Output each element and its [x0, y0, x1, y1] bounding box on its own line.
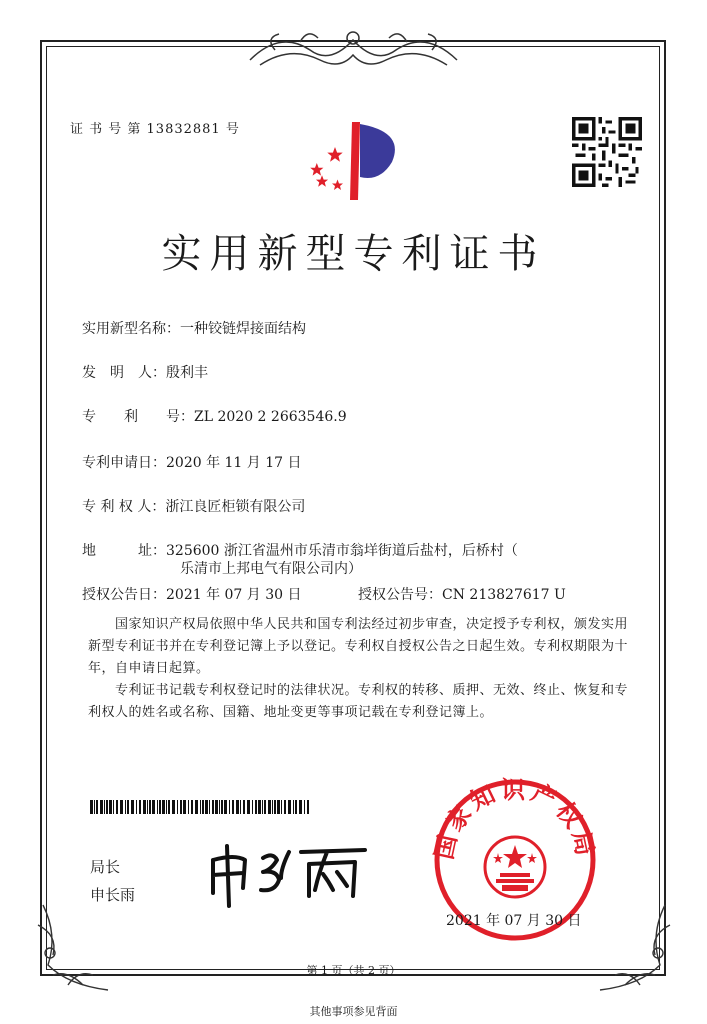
- barcode-bar: [205, 800, 208, 814]
- barcode-bar: [200, 800, 201, 814]
- barcode-bar: [255, 800, 257, 814]
- barcode-bar: [162, 800, 165, 814]
- barcode-bar: [215, 800, 218, 814]
- barcode-bar: [243, 800, 245, 814]
- signatory-title: 局长: [90, 858, 121, 876]
- patent-no-label: 专 利 号：: [82, 409, 194, 425]
- barcode-bar: [224, 800, 227, 814]
- filing-date-label: 专利申请日：: [82, 455, 166, 471]
- barcode-bar: [177, 800, 178, 814]
- barcode-bar: [120, 800, 123, 814]
- seal-text: 国家知识产权局: [430, 775, 600, 862]
- barcode-bar: [304, 800, 305, 814]
- barcode-bar: [172, 800, 175, 814]
- certificate-number: 证 书 号 第 13832881 号: [70, 122, 240, 137]
- inventor-row: [82, 362, 208, 382]
- barcode-bar: [221, 800, 223, 814]
- barcode-bar: [157, 800, 158, 814]
- signatory-name: 申长雨: [90, 886, 136, 904]
- barcode-bar: [240, 800, 241, 814]
- barcode-bar: [106, 800, 108, 814]
- barcode-bar: [149, 800, 151, 814]
- barcode-bar: [113, 800, 114, 814]
- barcode-bar: [147, 800, 148, 814]
- grant-date-value: 2021 年 07 月 30 日: [166, 587, 302, 603]
- grant-no-label: 授权公告号：: [358, 587, 442, 603]
- barcode-bar: [268, 800, 271, 814]
- barcode-bar: [229, 800, 230, 814]
- barcode-bar: [183, 800, 186, 814]
- barcode-bar: [125, 800, 126, 814]
- inventor-label: 发 明 人：: [82, 365, 166, 381]
- barcode-bar: [252, 800, 253, 814]
- body-paragraph-1: 国家知识产权局依照中华人民共和国专利法经过初步审查，决定授予专利权，颁发实用新型专利证书并在专利登记簿上予以登记。专利权自授权公告之日起生效。专利权期限为十年，自申请日起算。: [88, 617, 629, 676]
- barcode-bar: [104, 800, 105, 814]
- grant-no-value: CN 213827617 U: [442, 587, 566, 603]
- patentee-value: 浙江良匠柜锁有限公司: [165, 499, 306, 515]
- barcode-bar: [284, 800, 286, 814]
- barcode-bar: [288, 800, 291, 814]
- address-line-1: 325600 浙江省温州市乐清市翁垟街道后盐村，后桥村（: [166, 543, 518, 559]
- utility-name-value: 一种铰链焊接面结构: [180, 321, 306, 337]
- barcode-bar: [94, 800, 95, 814]
- barcode-bar: [264, 800, 266, 814]
- utility-name-label: 实用新型名称：: [82, 321, 180, 337]
- barcode-bar: [116, 800, 118, 814]
- address-line-2: 乐清市上邦电气有限公司内）: [180, 561, 362, 577]
- filing-date-row: [82, 452, 302, 472]
- body-paragraph-2: 专利证书记载专利权登记时的法律状况。专利权的转移、质押、无效、终止、恢复和专利权人的姓名或名称、国籍、地址变更等事项记载在专利登记簿上。: [88, 683, 629, 720]
- barcode-bar: [274, 800, 276, 814]
- seal-date: 2021 年 07 月 30 日: [446, 913, 582, 929]
- barcode-bar: [136, 800, 137, 814]
- grant-no-row: [358, 584, 566, 604]
- patent-no-row: [82, 406, 347, 426]
- barcode-bar: [281, 800, 282, 814]
- barcode-bar: [168, 800, 170, 814]
- barcode-bar: [188, 800, 189, 814]
- top-ornament: [240, 20, 467, 80]
- barcode-bar: [299, 800, 302, 814]
- barcode-bar: [307, 800, 309, 814]
- barcode-bar: [209, 800, 210, 814]
- barcode-bar: [195, 800, 198, 814]
- qr-code: [572, 117, 642, 187]
- barcode-bar: [143, 800, 146, 814]
- barcode-bar: [152, 800, 155, 814]
- handwritten-signature: [205, 838, 370, 908]
- barcode-bar: [272, 800, 273, 814]
- page-number: 第 1 页（共 2 页）: [306, 964, 401, 977]
- barcode-bar: [236, 800, 239, 814]
- patentee-label: 专 利 权 人：: [82, 499, 166, 515]
- barcode-bar: [96, 800, 98, 814]
- barcode-bar: [295, 800, 297, 814]
- bottom-right-ornament: [590, 895, 680, 1005]
- barcode-bar: [139, 800, 141, 814]
- barcode-bar: [232, 800, 234, 814]
- certificate-title: 实用新型专利证书: [161, 231, 546, 277]
- patentee-row: [82, 496, 305, 516]
- inventor-value: 殷利丰: [166, 365, 208, 381]
- barcode-bar: [202, 800, 204, 814]
- utility-name-row: [82, 318, 306, 338]
- barcode-bar: [258, 800, 261, 814]
- barcode-bar: [159, 800, 161, 814]
- barcode-bar: [90, 800, 93, 814]
- barcode-bar: [262, 800, 263, 814]
- back-note: 其他事项参见背面: [309, 1005, 398, 1018]
- barcode-bar: [127, 800, 129, 814]
- barcode-bar: [191, 800, 193, 814]
- bottom-left-ornament: [28, 895, 118, 1005]
- filing-date-value: 2020 年 11 月 17 日: [166, 455, 302, 471]
- barcode-bar: [212, 800, 214, 814]
- cnipa-logo: [300, 112, 410, 202]
- barcode-bar: [131, 800, 134, 814]
- barcode: [90, 800, 310, 814]
- address-label: 地 址：: [82, 543, 166, 559]
- grant-date-label: 授权公告日：: [82, 587, 166, 603]
- barcode-bar: [100, 800, 103, 814]
- barcode-bar: [109, 800, 112, 814]
- barcode-bar: [180, 800, 182, 814]
- barcode-bar: [166, 800, 167, 814]
- barcode-bar: [247, 800, 250, 814]
- barcode-bar: [277, 800, 280, 814]
- address-row: [82, 540, 518, 560]
- barcode-bar: [219, 800, 220, 814]
- patent-no-value: ZL 2020 2 2663546.9: [194, 409, 347, 425]
- grant-date-row: [82, 584, 302, 604]
- barcode-bar: [293, 800, 294, 814]
